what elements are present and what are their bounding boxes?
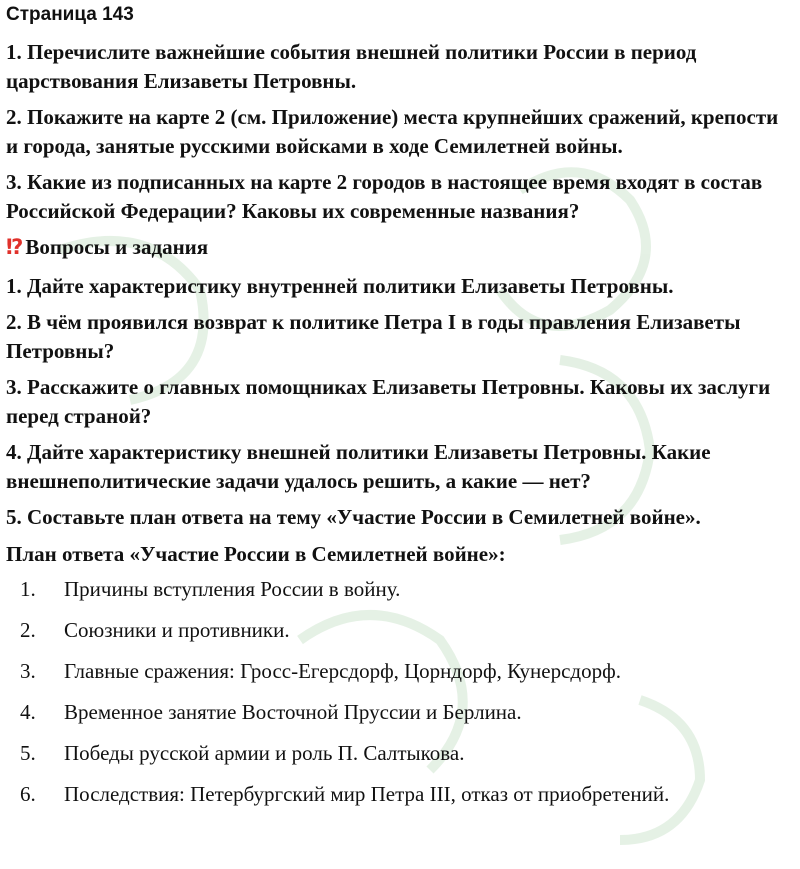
plan-item-number: 3. — [20, 659, 36, 683]
plan-item-text: Временное занятие Восточной Пруссии и Берлина. — [64, 700, 522, 724]
plan-item — [6, 739, 790, 768]
plan-item — [6, 780, 790, 809]
plan-item-number: 1. — [20, 577, 36, 601]
top-questions — [6, 38, 790, 226]
plan-item — [6, 698, 790, 727]
plan-item-text: Причины вступления России в войну. — [64, 577, 401, 601]
question-2: 2. В чём проявился возврат к политике Петра I в годы правления Елизаветы Петровны? — [6, 310, 741, 363]
plan-item-text: Последствия: Петербургский мир Петра III, отказ от приобретений. — [64, 782, 670, 806]
plan-item-text: Главные сражения: Гросс-Егерсдорф, Цорндорф, Кунерсдорф. — [64, 659, 621, 683]
plan-title: План ответа «Участие России в Семилетней войне»: — [6, 542, 506, 566]
question-top-1: 1. Перечислите важнейшие события внешней политики России в период царствования Елизаветы Петровны. — [6, 40, 697, 93]
page-label: Страница 143 — [6, 4, 134, 25]
plan-item-number: 5. — [20, 741, 36, 765]
plan-item — [6, 616, 790, 645]
plan-item-number: 6. — [20, 782, 36, 806]
plan-item-number: 2. — [20, 618, 36, 642]
section-heading — [6, 233, 790, 262]
plan-item-number: 4. — [20, 700, 36, 724]
question-top-2: 2. Покажите на карте 2 (см. Приложение) места крупнейших сражений, крепости и города, занятые русскими войсками в ходе Семилетней войны. — [6, 105, 779, 158]
plan-item — [6, 657, 790, 686]
plan-item-text: Союзники и противники. — [64, 618, 290, 642]
plan-list — [6, 575, 790, 809]
question-3: 3. Расскажите о главных помощниках Елизаветы Петровны. Каковы их заслуги перед страной? — [6, 375, 771, 428]
question-top-3: 3. Какие из подписанных на карте 2 городов в настоящее время входят в состав Российской Федерации? Каковы их современные названия? — [6, 170, 763, 223]
section-questions — [6, 272, 790, 532]
question-5: 5. Составьте план ответа на тему «Участие России в Семилетней войне». — [6, 505, 701, 529]
section-title: Вопросы и задания — [25, 235, 209, 259]
question-4: 4. Дайте характеристику внешней политики Елизаветы Петровны. Какие внешнеполитические задачи удалось решить, а какие — нет? — [6, 440, 711, 493]
plan-item — [6, 575, 790, 604]
exclamation-question-icon: ⁉ — [6, 235, 22, 259]
plan-item-text: Победы русской армии и роль П. Салтыкова. — [64, 741, 465, 765]
question-1: 1. Дайте характеристику внутренней политики Елизаветы Петровны. — [6, 274, 674, 298]
